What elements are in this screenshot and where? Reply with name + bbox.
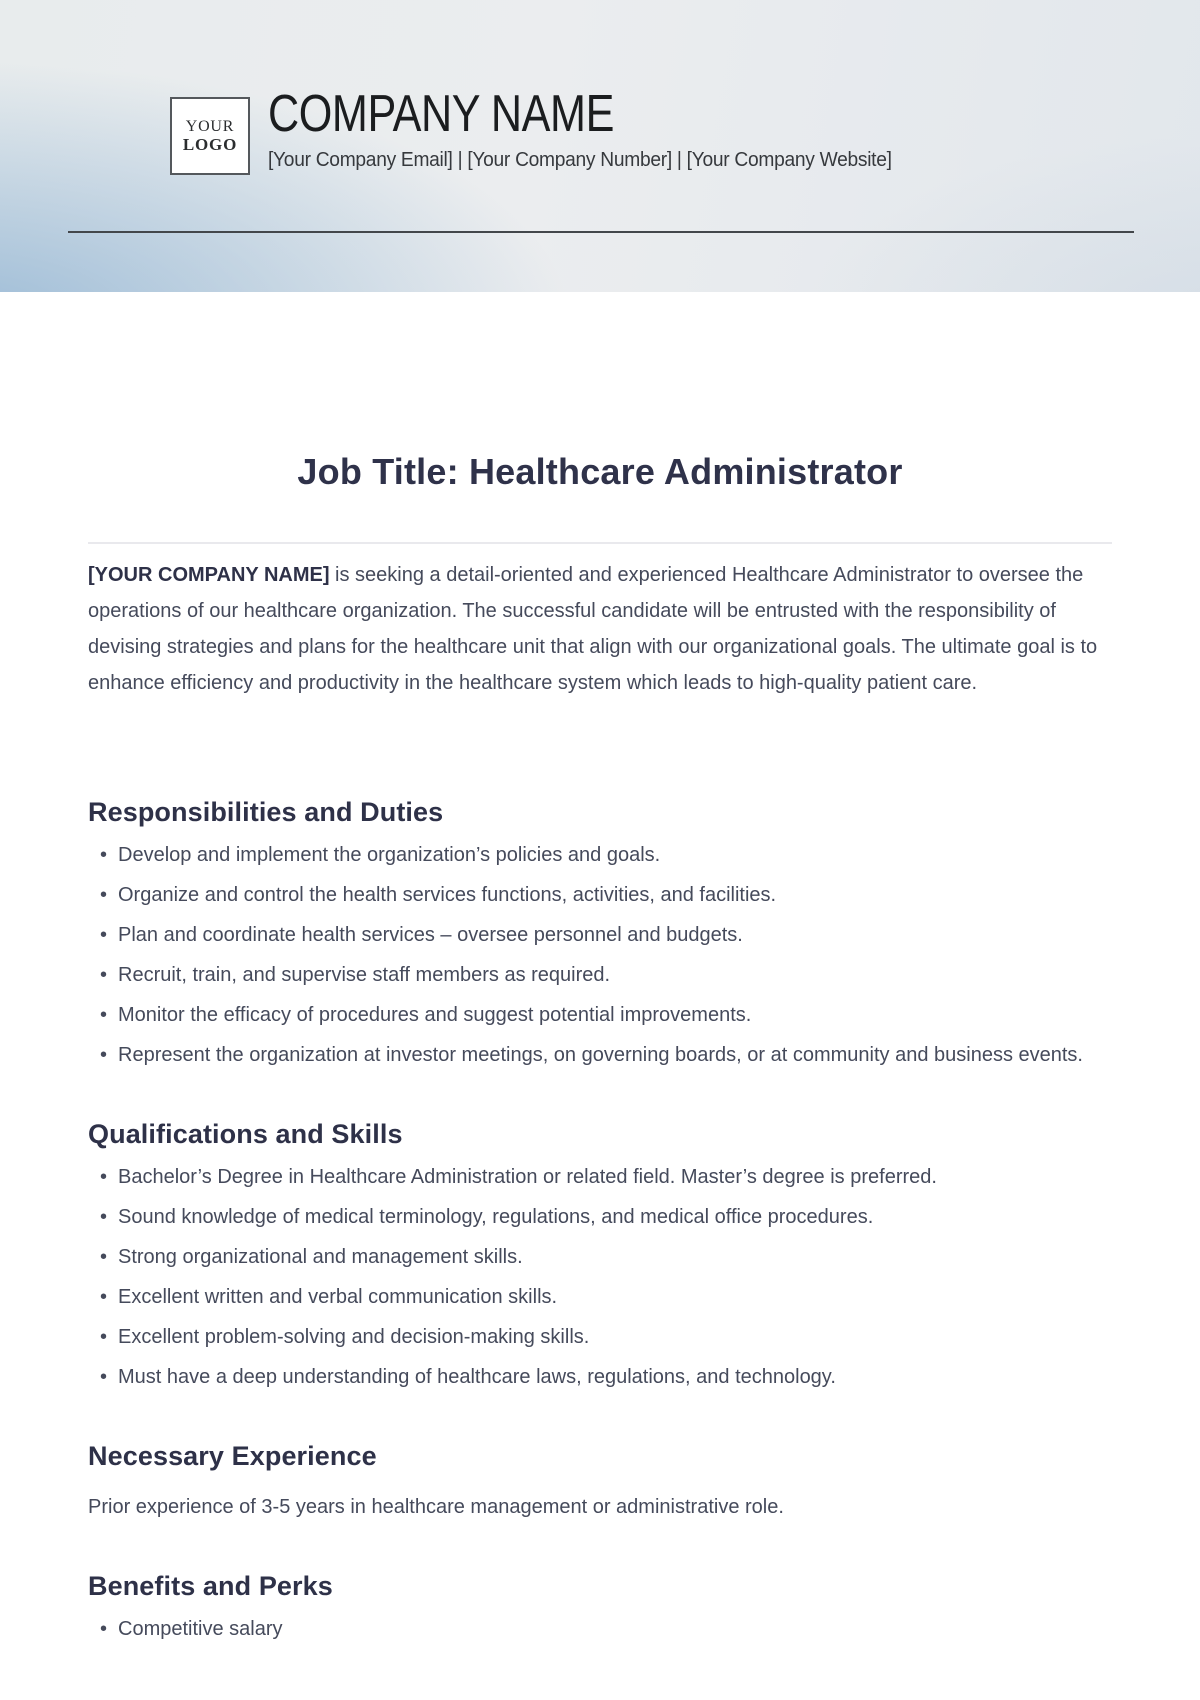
header-divider-line — [68, 231, 1134, 233]
section-heading: Necessary Experience — [88, 1441, 377, 1471]
list-item: • Excellent problem-solving and decision-making skills. — [88, 1319, 1112, 1355]
section-qualifications — [88, 1117, 1112, 1395]
list-item: • Competitive salary — [88, 1611, 1112, 1647]
company-contact-line: [Your Company Email] | [Your Company Number] | [Your Company Website] — [268, 149, 892, 171]
intro-paragraph — [88, 557, 1112, 701]
list-item: • Organize and control the health services functions, activities, and facilities. — [88, 877, 1112, 913]
responsibilities-list — [88, 837, 1112, 1073]
list-item: • Develop and implement the organization’s policies and goals. — [88, 837, 1112, 873]
page-title: Job Title: Healthcare Administrator — [297, 451, 903, 492]
list-item: • Bachelor’s Degree in Healthcare Administration or related field. Master’s degree is preferred. — [88, 1159, 1112, 1195]
company-name-placeholder: [YOUR COMPANY NAME] — [88, 564, 330, 586]
section-experience — [88, 1439, 1112, 1525]
document-body — [0, 450, 1200, 1647]
company-block — [268, 85, 918, 172]
benefits-list — [88, 1611, 1112, 1647]
experience-paragraph: Prior experience of 3-5 years in healthcare management or administrative role. — [88, 1496, 784, 1518]
list-item: • Must have a deep understanding of healthcare laws, regulations, and technology. — [88, 1359, 1112, 1395]
qualifications-list — [88, 1159, 1112, 1395]
list-item: • Monitor the efficacy of procedures and suggest potential improvements. — [88, 997, 1112, 1033]
section-heading: Qualifications and Skills — [88, 1119, 403, 1149]
list-item: • Represent the organization at investor meetings, on governing boards, or at community and business events. — [88, 1037, 1112, 1073]
intro-text: is seeking a detail-oriented and experienced Healthcare Administrator to oversee the operations of our healthcare organization. The successful candidate will be entrusted with the responsibility of devising strategies and plans for the healthcare unit that align with our organizational goals. The ultimate goal is to enhance efficiency and productivity in the healthcare system which leads to high-quality patient care. — [88, 564, 1098, 694]
logo-text-logo: LOGO — [182, 135, 238, 155]
logo-placeholder — [170, 97, 250, 175]
section-benefits — [88, 1569, 1112, 1647]
section-heading: Responsibilities and Duties — [88, 797, 444, 827]
list-item: • Strong organizational and management skills. — [88, 1239, 1112, 1275]
list-item: • Plan and coordinate health services – oversee personnel and budgets. — [88, 917, 1112, 953]
section-heading: Benefits and Perks — [88, 1571, 333, 1601]
letterhead-band — [0, 0, 1200, 292]
list-item: • Sound knowledge of medical terminology, regulations, and medical office procedures. — [88, 1199, 1112, 1235]
title-divider-line — [88, 542, 1112, 544]
company-name: COMPANY NAME — [268, 85, 614, 143]
list-item: • Recruit, train, and supervise staff members as required. — [88, 957, 1112, 993]
section-responsibilities — [88, 795, 1112, 1073]
logo-text-your: YOUR — [185, 117, 235, 135]
list-item: • Excellent written and verbal communication skills. — [88, 1279, 1112, 1315]
